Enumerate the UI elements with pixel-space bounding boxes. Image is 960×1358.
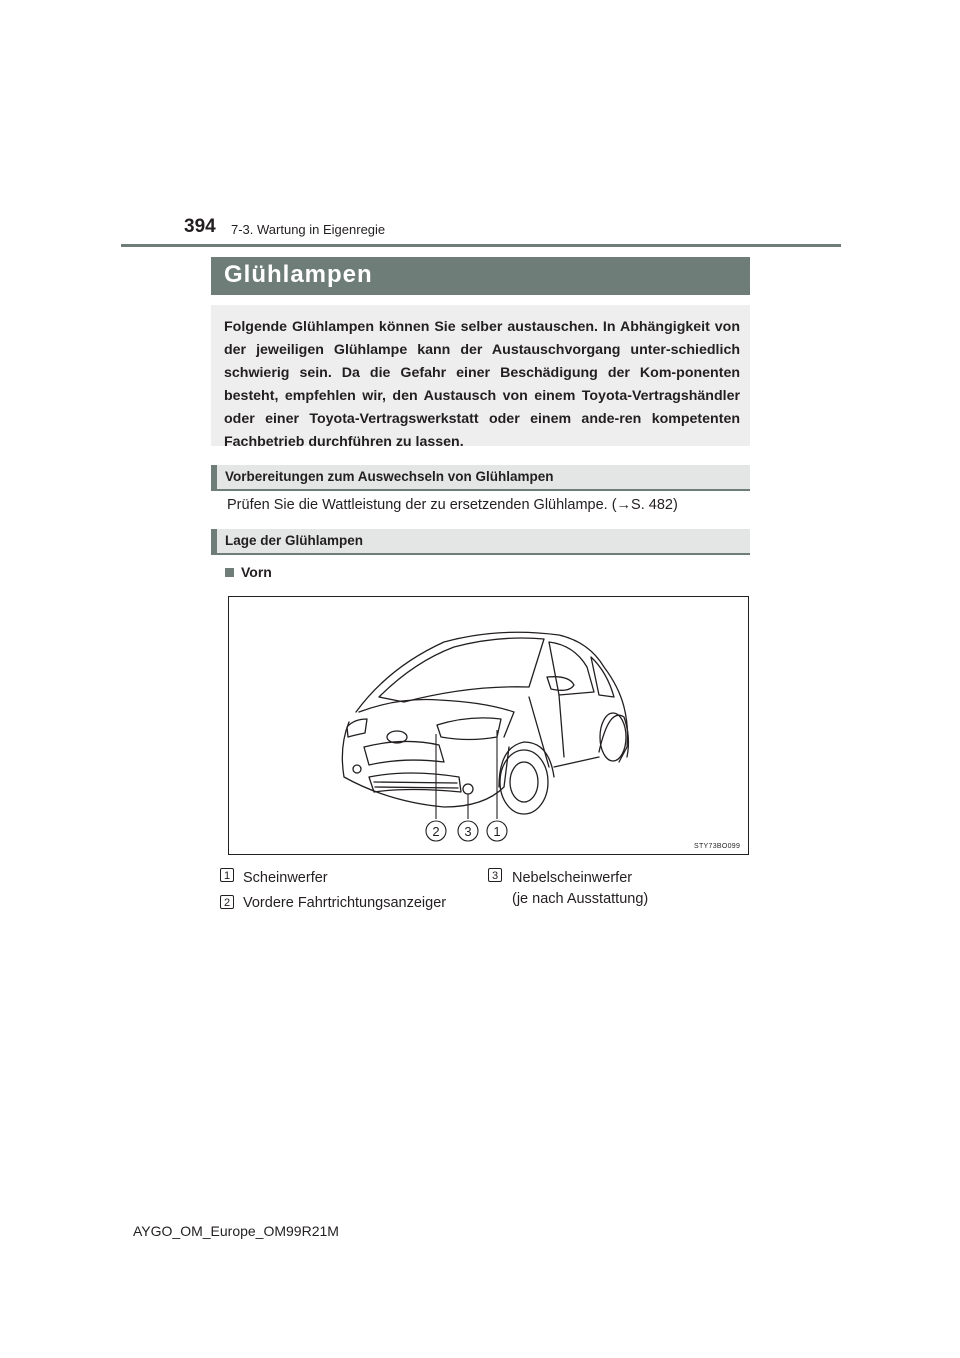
- legend-number-1: 1: [220, 868, 234, 882]
- intro-box: [211, 305, 750, 450]
- location-heading: Lage der Glühlampen: [225, 533, 364, 548]
- page-title: Glühlampen: [224, 261, 373, 288]
- footer-id: AYGO_OM_Europe_OM99R21M: [133, 1223, 339, 1239]
- legend-text-3: Nebelscheinwerfer: [512, 870, 633, 886]
- callout-1: 1: [493, 824, 501, 839]
- title-bar: [211, 257, 750, 295]
- car-illustration: [229, 597, 748, 854]
- page-number: 394: [184, 216, 216, 237]
- legend-number-3: 3: [488, 868, 502, 882]
- legend-text-1: Scheinwerfer: [243, 870, 328, 886]
- callout-2: 2: [432, 824, 440, 839]
- car-figure: [228, 596, 749, 855]
- intro-text: Folgende Glühlampen können Sie selber austauschen. In Abhängigkeit von der jeweiligen Glühlampe kann der Austauschvorgang unter-schiedlich schwierig sein. Da die Gefahr einer Beschädigung der Kom-ponenten besteht, empfehlen wir, den Austausch von einem Toyota-Vertragshändler oder einer Toyota-Vertragswerkstatt oder einem ande-ren kompetenten Fachbetrieb durchführen zu lassen.: [224, 319, 740, 450]
- section-title: 7-3. Wartung in Eigenregie: [231, 222, 386, 237]
- legend-number-2: 2: [220, 895, 234, 909]
- callout-3: 3: [464, 824, 472, 839]
- figure-code: STY73BO099: [694, 843, 741, 850]
- legend-text-3b: (je nach Ausstattung): [512, 891, 649, 907]
- square-bullet-icon: [225, 568, 234, 577]
- location-heading-bar: [211, 529, 750, 555]
- prep-heading-bar: [211, 465, 750, 491]
- prep-heading: Vorbereitungen zum Auswechseln von Glühlampen: [225, 469, 554, 484]
- front-label: Vorn: [241, 564, 272, 580]
- header-rule: [121, 244, 841, 247]
- legend-text-2: Vordere Fahrtrichtungsanzeiger: [243, 895, 447, 911]
- prep-text: Prüfen Sie die Wattleistung der zu ersetzenden Glühlampe. (→S. 482): [227, 497, 678, 513]
- front-subheading: [225, 564, 272, 580]
